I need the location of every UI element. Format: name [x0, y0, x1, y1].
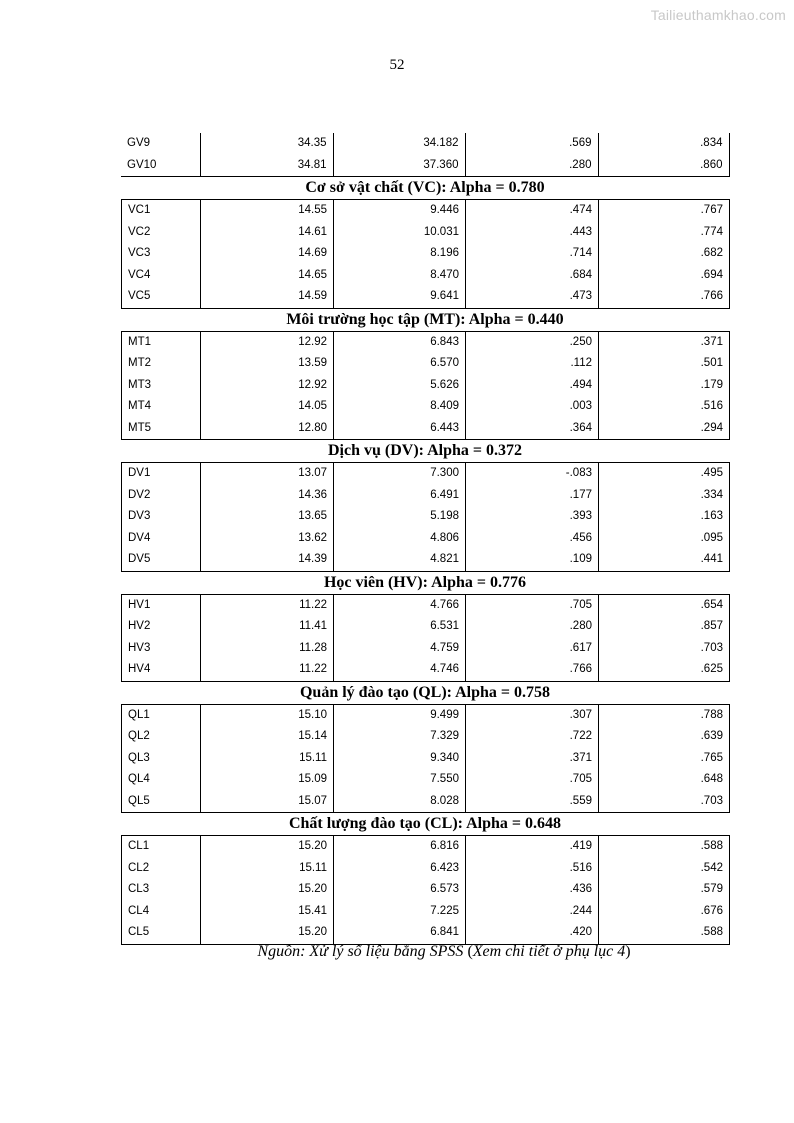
table-row [122, 879, 730, 901]
item-total-correlation-cell: .177 [466, 485, 599, 507]
alpha-if-deleted-cell: .334 [599, 485, 730, 507]
source-note-close-paren: ) [625, 943, 631, 960]
alpha-if-deleted-cell: .860 [598, 155, 729, 177]
item-code-cell: QL3 [128, 751, 150, 764]
scale-mean-cell: 15.10 [201, 704, 334, 726]
item-total-correlation-cell: .722 [466, 726, 599, 748]
scale-variance-cell: 4.821 [334, 549, 466, 571]
table-row [122, 418, 730, 440]
table-row [122, 286, 730, 308]
alpha-if-deleted-cell: .095 [599, 528, 730, 550]
section-title: Cơ sở vật chất (VC): Alpha = 0.780 [305, 179, 545, 196]
item-code-cell: GV9 [127, 137, 151, 149]
scale-section [121, 309, 729, 441]
item-total-correlation-cell: .244 [466, 901, 599, 923]
scale-mean-cell: 14.36 [201, 485, 334, 507]
scale-variance-cell: 6.841 [334, 922, 466, 944]
scale-mean-cell: 11.22 [201, 659, 334, 681]
scale-variance-cell: 7.550 [334, 769, 466, 791]
table-row [122, 375, 730, 397]
scale-variance-cell: 4.759 [334, 638, 466, 660]
scale-mean-cell: 14.65 [201, 265, 334, 287]
alpha-if-deleted-cell: .834 [598, 133, 729, 155]
item-code-cell: CL1 [128, 840, 150, 852]
alpha-if-deleted-cell: .694 [599, 265, 730, 287]
scale-mean-cell: 15.41 [201, 901, 334, 923]
item-code-cell: MT5 [128, 421, 151, 434]
table-row [122, 528, 730, 550]
source-note-detail: Xem chi tiết ở phụ lục 4 [472, 943, 626, 960]
alpha-if-deleted-cell: .766 [599, 286, 730, 308]
scale-variance-cell: 6.570 [334, 353, 466, 375]
item-total-correlation-cell: .436 [466, 879, 599, 901]
alpha-if-deleted-cell: .501 [599, 353, 730, 375]
item-total-correlation-cell: .420 [466, 922, 599, 944]
item-code-cell: VC1 [128, 204, 151, 216]
item-code-cell: HV4 [128, 663, 151, 675]
scale-variance-cell: 5.198 [334, 506, 466, 528]
table-row [121, 155, 729, 177]
scale-mean-cell: 14.55 [201, 200, 334, 222]
item-total-correlation-cell: .684 [466, 265, 599, 287]
page-number: 52 [389, 57, 405, 73]
item-total-correlation-cell: .443 [466, 222, 599, 244]
item-code-cell: CL3 [128, 883, 150, 895]
alpha-if-deleted-cell: .579 [599, 879, 730, 901]
item-code-cell: QL2 [128, 730, 150, 742]
scale-section [121, 440, 729, 572]
item-code-cell: DV2 [128, 488, 151, 501]
item-code-cell: VC3 [128, 247, 151, 259]
scale-variance-cell: 10.031 [334, 222, 466, 244]
alpha-if-deleted-cell: .648 [599, 769, 730, 791]
scale-mean-cell: 13.07 [201, 463, 334, 485]
section-title: Dịch vụ (DV): Alpha = 0.372 [327, 442, 523, 459]
item-code-cell: GV10 [127, 158, 157, 171]
scale-mean-cell: 15.07 [201, 791, 334, 813]
item-code-cell: QL5 [128, 794, 150, 807]
scale-variance-cell: 7.329 [334, 726, 466, 748]
item-total-correlation-cell: .705 [466, 594, 599, 616]
alpha-if-deleted-cell: .495 [599, 463, 730, 485]
scale-variance-cell: 9.499 [334, 704, 466, 726]
scale-variance-cell: 4.806 [334, 528, 466, 550]
item-total-correlation-cell: .419 [466, 836, 599, 858]
section-title: Chất lượng đào tạo (CL): Alpha = 0.648 [288, 815, 562, 832]
item-total-correlation-cell: .003 [466, 396, 599, 418]
scale-section [121, 682, 729, 814]
alpha-if-deleted-cell: .163 [599, 506, 730, 528]
scale-mean-cell: 15.20 [201, 836, 334, 858]
reliability-table [121, 199, 730, 309]
table-row [122, 836, 730, 858]
scale-variance-cell: 37.360 [333, 155, 465, 177]
table-row [122, 791, 730, 813]
scale-variance-cell: 9.641 [334, 286, 466, 308]
table-row [122, 243, 730, 265]
item-total-correlation-cell: .109 [466, 549, 599, 571]
item-total-correlation-cell: .714 [466, 243, 599, 265]
scale-variance-cell: 7.300 [334, 463, 466, 485]
scale-variance-cell: 8.028 [334, 791, 466, 813]
item-code-cell: MT4 [128, 400, 151, 412]
scale-mean-cell: 14.59 [201, 286, 334, 308]
alpha-if-deleted-cell: .516 [599, 396, 730, 418]
scale-mean-cell: 12.92 [201, 331, 334, 353]
source-note-open-paren: ( [467, 943, 473, 960]
alpha-if-deleted-cell: .654 [599, 594, 730, 616]
table-row [122, 485, 730, 507]
table-row [122, 222, 730, 244]
scale-mean-cell: 11.41 [201, 616, 334, 638]
alpha-if-deleted-cell: .371 [599, 331, 730, 353]
scale-variance-cell: 6.531 [334, 616, 466, 638]
scale-variance-cell: 4.766 [334, 594, 466, 616]
reliability-table [121, 594, 730, 682]
reliability-tables [121, 133, 729, 945]
table-row [122, 549, 730, 571]
source-note-prefix: Nguồn: Xử lý số liệu bằng SPSS [257, 943, 468, 960]
scale-mean-cell: 15.11 [201, 748, 334, 770]
item-total-correlation-cell: .371 [466, 748, 599, 770]
item-code-cell: QL4 [128, 773, 150, 785]
item-code-cell: QL1 [128, 708, 150, 721]
item-code-cell: HV1 [128, 598, 151, 611]
scale-variance-cell: 34.182 [333, 133, 465, 155]
scale-mean-cell: 12.92 [201, 375, 334, 397]
table-row [122, 922, 730, 944]
item-code-cell: VC2 [128, 225, 151, 238]
reliability-table [121, 835, 730, 945]
scale-variance-cell: 6.573 [334, 879, 466, 901]
section-title: Quản lý đào tạo (QL): Alpha = 0.758 [299, 683, 551, 701]
section-title: Học viên (HV): Alpha = 0.776 [323, 573, 526, 591]
table-row [121, 133, 729, 155]
scale-section [121, 572, 729, 682]
item-total-correlation-cell: .569 [465, 133, 598, 155]
table-row [122, 748, 730, 770]
scale-variance-cell: 9.340 [334, 748, 466, 770]
scale-mean-cell: 11.22 [201, 594, 334, 616]
scale-variance-cell: 5.626 [334, 375, 466, 397]
scale-variance-cell: 6.843 [334, 331, 466, 353]
item-code-cell: VC5 [128, 290, 151, 302]
scale-variance-cell: 6.491 [334, 485, 466, 507]
item-code-cell: CL5 [128, 926, 150, 938]
item-total-correlation-cell: .559 [466, 791, 599, 813]
alpha-if-deleted-cell: .542 [599, 858, 730, 880]
item-total-correlation-cell: .250 [466, 331, 599, 353]
scale-mean-cell: 13.65 [201, 506, 334, 528]
scale-mean-cell: 15.14 [201, 726, 334, 748]
item-total-correlation-cell: .393 [466, 506, 599, 528]
item-total-correlation-cell: .307 [466, 704, 599, 726]
section-title: Môi trường học tập (MT): Alpha = 0.440 [286, 310, 564, 328]
continuation-table [121, 133, 730, 177]
item-total-correlation-cell: .280 [465, 155, 598, 177]
scale-section [121, 177, 729, 309]
scale-variance-cell: 8.409 [334, 396, 466, 418]
item-total-correlation-cell: .494 [466, 375, 599, 397]
sections-container [121, 177, 729, 945]
scale-mean-cell: 34.35 [200, 133, 333, 155]
item-code-cell: MT3 [128, 378, 151, 391]
scale-variance-cell: 9.446 [334, 200, 466, 222]
scale-variance-cell: 7.225 [334, 901, 466, 923]
item-total-correlation-cell: .473 [466, 286, 599, 308]
scale-section [121, 813, 729, 945]
table-row [122, 659, 730, 681]
table-row [122, 726, 730, 748]
alpha-if-deleted-cell: .588 [599, 836, 730, 858]
watermark: Tailieuthamkhao.com [650, 7, 786, 23]
item-total-correlation-cell: .516 [466, 858, 599, 880]
table-row [122, 704, 730, 726]
alpha-if-deleted-cell: .294 [599, 418, 730, 440]
scale-variance-cell: 6.443 [334, 418, 466, 440]
scale-mean-cell: 13.59 [201, 353, 334, 375]
alpha-if-deleted-cell: .703 [599, 791, 730, 813]
scale-variance-cell: 4.746 [334, 659, 466, 681]
item-total-correlation-cell: .474 [466, 200, 599, 222]
scale-mean-cell: 15.11 [201, 858, 334, 880]
alpha-if-deleted-cell: .441 [599, 549, 730, 571]
alpha-if-deleted-cell: .774 [599, 222, 730, 244]
table-row [122, 265, 730, 287]
scale-variance-cell: 8.470 [334, 265, 466, 287]
scale-mean-cell: 15.20 [201, 922, 334, 944]
item-code-cell: CL4 [128, 904, 150, 917]
scale-mean-cell: 14.39 [201, 549, 334, 571]
table-row [122, 858, 730, 880]
source-note [0, 943, 794, 961]
item-code-cell: DV5 [128, 553, 151, 565]
scale-mean-cell: 15.20 [201, 879, 334, 901]
scale-variance-cell: 6.816 [334, 836, 466, 858]
item-code-cell: HV2 [128, 620, 151, 632]
table-row [122, 353, 730, 375]
item-code-cell: MT1 [128, 335, 151, 348]
item-code-cell: MT2 [128, 357, 151, 369]
alpha-if-deleted-cell: .857 [599, 616, 730, 638]
table-row [122, 396, 730, 418]
scale-mean-cell: 14.05 [201, 396, 334, 418]
scale-variance-cell: 8.196 [334, 243, 466, 265]
item-code-cell: VC4 [128, 268, 151, 281]
item-code-cell: HV3 [128, 641, 151, 654]
scale-mean-cell: 12.80 [201, 418, 334, 440]
item-total-correlation-cell: -.083 [466, 463, 599, 485]
item-code-cell: DV4 [128, 531, 151, 544]
item-total-correlation-cell: .705 [466, 769, 599, 791]
item-code-cell: DV3 [128, 510, 151, 522]
item-total-correlation-cell: .456 [466, 528, 599, 550]
reliability-table [121, 331, 730, 441]
scale-mean-cell: 11.28 [201, 638, 334, 660]
item-total-correlation-cell: .280 [466, 616, 599, 638]
alpha-if-deleted-cell: .765 [599, 748, 730, 770]
scale-mean-cell: 15.09 [201, 769, 334, 791]
alpha-if-deleted-cell: .179 [599, 375, 730, 397]
table-row [122, 331, 730, 353]
alpha-if-deleted-cell: .676 [599, 901, 730, 923]
item-code-cell: CL2 [128, 861, 150, 874]
reliability-table [121, 704, 730, 814]
scale-variance-cell: 6.423 [334, 858, 466, 880]
table-row [122, 200, 730, 222]
scale-mean-cell: 13.62 [201, 528, 334, 550]
table-row [122, 594, 730, 616]
item-total-correlation-cell: .617 [466, 638, 599, 660]
table-row [122, 769, 730, 791]
table-row [122, 506, 730, 528]
alpha-if-deleted-cell: .625 [599, 659, 730, 681]
item-total-correlation-cell: .766 [466, 659, 599, 681]
alpha-if-deleted-cell: .788 [599, 704, 730, 726]
scale-mean-cell: 34.81 [200, 155, 333, 177]
reliability-table [121, 462, 730, 572]
alpha-if-deleted-cell: .703 [599, 638, 730, 660]
alpha-if-deleted-cell: .588 [599, 922, 730, 944]
scale-mean-cell: 14.61 [201, 222, 334, 244]
table-row [122, 463, 730, 485]
table-row [122, 901, 730, 923]
item-total-correlation-cell: .364 [466, 418, 599, 440]
alpha-if-deleted-cell: .682 [599, 243, 730, 265]
item-code-cell: DV1 [128, 467, 151, 479]
item-total-correlation-cell: .112 [466, 353, 599, 375]
alpha-if-deleted-cell: .767 [599, 200, 730, 222]
table-row [122, 616, 730, 638]
scale-mean-cell: 14.69 [201, 243, 334, 265]
alpha-if-deleted-cell: .639 [599, 726, 730, 748]
table-row [122, 638, 730, 660]
